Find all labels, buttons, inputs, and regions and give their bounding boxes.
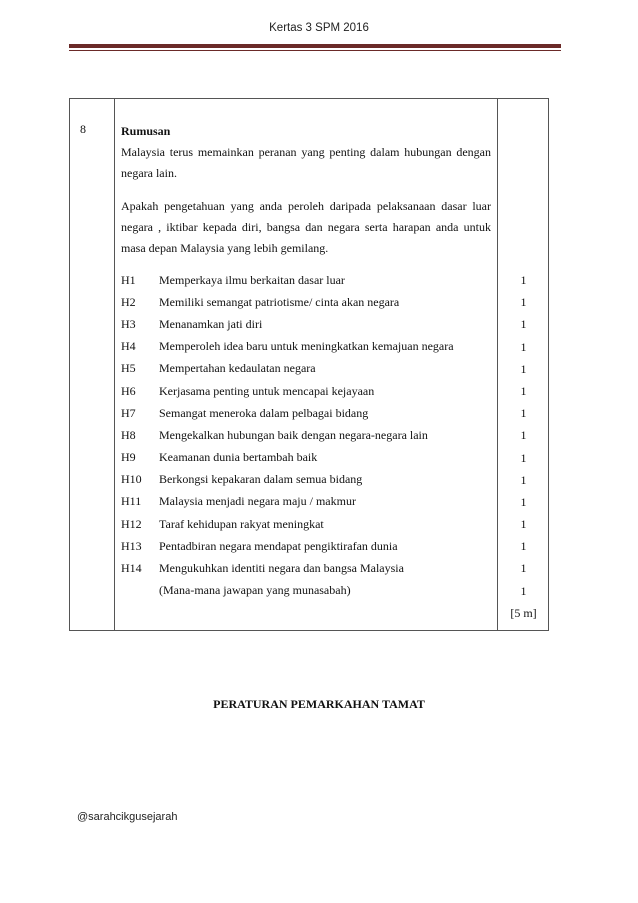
point-mark: 1 — [520, 428, 527, 443]
point-mark: 1 — [520, 583, 527, 598]
answer-point-row — [121, 291, 491, 313]
point-code: H13 — [121, 538, 142, 553]
point-code: H4 — [121, 339, 136, 354]
author-watermark: @sarahcikgusejarah — [77, 811, 178, 823]
point-text: Semangat meneroka dalam pelbagai bidang — [159, 405, 369, 420]
point-mark: 1 — [520, 273, 527, 287]
answer-point-row — [121, 313, 491, 335]
point-code: H7 — [121, 405, 136, 420]
answer-point-row — [121, 513, 491, 535]
answer-point-row — [121, 402, 491, 424]
point-text: Kerjasama penting untuk mencapai kejayaan — [159, 383, 375, 398]
answer-point-row — [121, 336, 491, 358]
question-paragraph: Malaysia terus memainkan peranan yang penting dalam hubungan dengan negara lain. — [121, 145, 491, 180]
answer-point-row — [121, 580, 491, 602]
point-text: (Mana-mana jawapan yang munasabah) — [159, 583, 351, 598]
end-of-scheme-title: PERATURAN PEMARKAHAN TAMAT — [213, 697, 425, 711]
point-text: Mengukuhkan identiti negara dan bangsa Malaysia — [159, 561, 404, 576]
page-header-title: Kertas 3 SPM 2016 — [269, 22, 369, 34]
answer-points-list — [121, 269, 491, 602]
answer-point-row — [121, 269, 491, 291]
question-paragraph: Apakah pengetahuan yang anda peroleh daripada pelaksanaan dasar luar negara , iktibar kepada diri, bangsa dan negara serta harapan anda untuk masa depan Malaysia yang lebih gemilang. — [121, 199, 491, 255]
point-mark: 1 — [520, 517, 527, 532]
point-mark: 1 — [520, 539, 527, 554]
point-text: Pentadbiran negara mendapat pengiktirafan dunia — [159, 538, 398, 553]
point-mark: 1 — [520, 494, 527, 509]
question-number: 8 — [80, 122, 86, 136]
column-divider — [114, 99, 115, 630]
point-text: Keamanan dunia bertambah baik — [159, 450, 318, 465]
point-mark: 1 — [520, 339, 527, 354]
point-code: H5 — [121, 361, 136, 376]
answer-table — [69, 98, 549, 631]
answer-point-row — [121, 491, 491, 513]
answer-point-row — [121, 380, 491, 402]
answer-point-row — [121, 469, 491, 491]
point-text: Malaysia menjadi negara maju / makmur — [159, 494, 356, 509]
point-text: Memperkaya ilmu berkaitan dasar luar — [159, 272, 345, 287]
point-text: Mengekalkan hubungan baik dengan negara-negara lain — [159, 427, 428, 442]
point-mark: 1 — [520, 295, 527, 310]
point-code: H3 — [121, 316, 136, 331]
point-mark: 1 — [520, 561, 527, 576]
point-text: Memperoleh idea baru untuk meningkatkan kemajuan negara — [159, 339, 454, 354]
header-rule-thin — [69, 50, 561, 51]
point-code: H8 — [121, 427, 136, 442]
point-mark: 1 — [520, 317, 527, 332]
point-mark: 1 — [520, 383, 527, 398]
point-text: Menanamkan jati diri — [159, 316, 263, 331]
total-marks: [5 m] — [510, 605, 537, 620]
point-mark: 1 — [520, 361, 527, 376]
point-code: H14 — [121, 561, 142, 576]
point-mark: 1 — [520, 472, 527, 487]
answer-point-row — [121, 358, 491, 380]
point-code: H9 — [121, 450, 136, 465]
point-text: Mempertahan kedaulatan negara — [159, 361, 316, 376]
point-code: H11 — [121, 494, 142, 509]
point-text: Memiliki semangat patriotisme/ cinta akan negara — [159, 294, 400, 309]
point-mark: 1 — [520, 406, 527, 421]
point-code: H1 — [121, 272, 136, 287]
question-content — [121, 121, 491, 602]
point-text: Taraf kehidupan rakyat meningkat — [159, 516, 324, 531]
point-code: H10 — [121, 472, 142, 487]
point-mark: 1 — [520, 450, 527, 465]
header-rule-thick — [69, 44, 561, 48]
question-heading: Rumusan — [121, 124, 171, 138]
point-code: H6 — [121, 383, 136, 398]
point-text: Berkongsi kepakaran dalam semua bidang — [159, 472, 363, 487]
answer-point-row — [121, 447, 491, 469]
marks-column — [498, 269, 549, 624]
answer-point-row — [121, 535, 491, 557]
point-code: H12 — [121, 516, 142, 531]
answer-point-row — [121, 557, 491, 579]
answer-point-row — [121, 424, 491, 446]
point-code: H2 — [121, 294, 136, 309]
